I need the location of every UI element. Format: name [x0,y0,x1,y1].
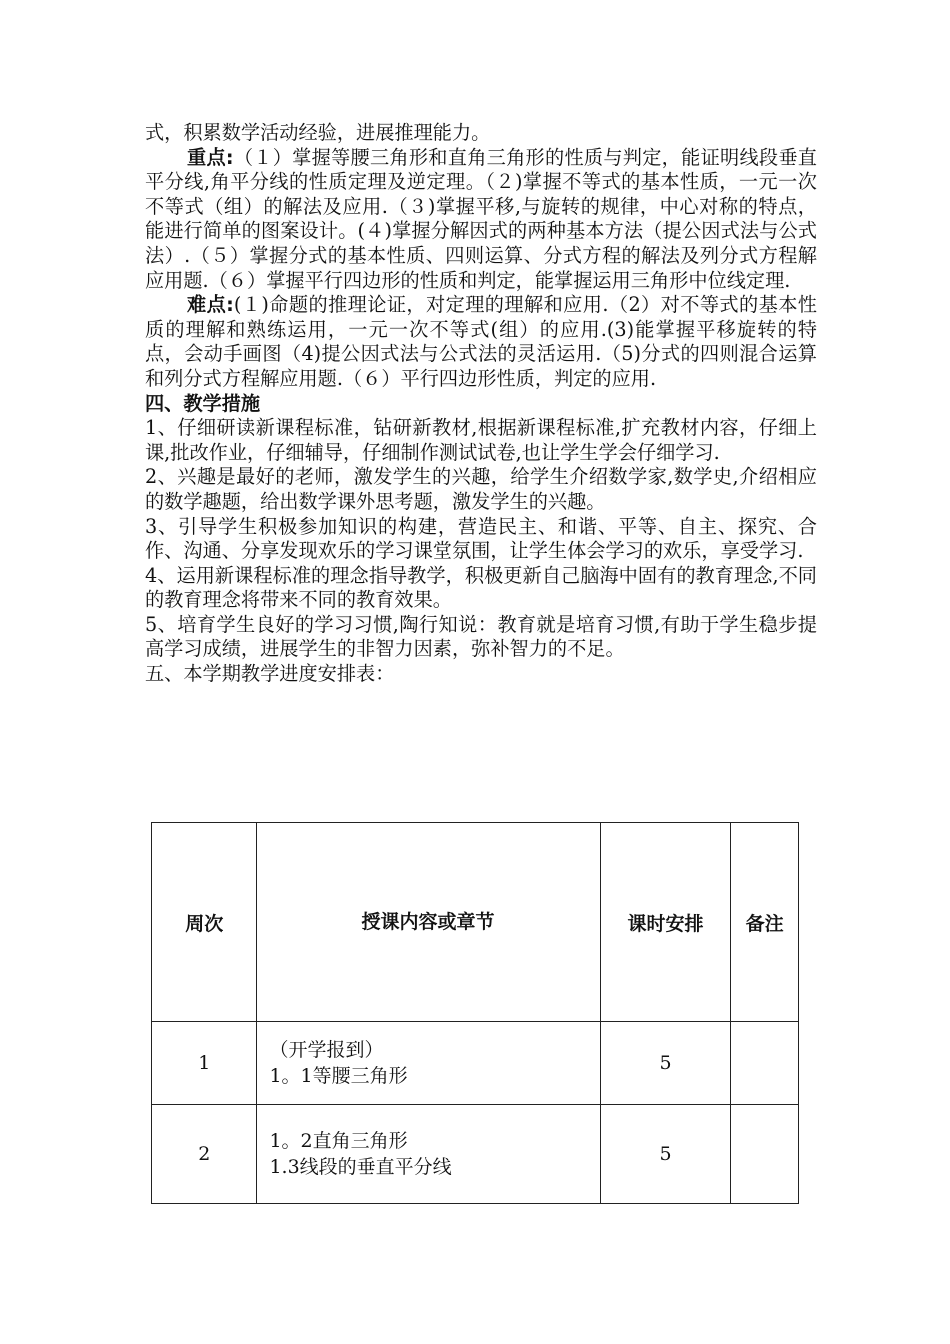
notes-cell [731,1022,799,1105]
header-hours: 课时安排 [600,823,731,1022]
difficult-points-text: (１)命题的推理论证，对定理的理解和应用.（2）对不等式的基本性质的理解和熟练运用，一元一次不等式(组）的应用.(3)能掌握平移旋转的特点，会动手画图（4)提公因式法与公式法的灵活运用.（5)分式的四则混合运算和列分式方程解应用题.（６）平行四边形性质，判定的应用. [145,293,817,390]
content-line: 1。1等腰三角形 [269,1065,408,1087]
intro-paragraph-tail: 式，积累数学活动经验，进展推理能力。 [145,121,491,144]
hours-cell: 5 [600,1105,731,1204]
difficult-points-label: 难点: [187,293,234,317]
header-notes: 备注 [731,823,799,1022]
measure-item: 2、兴趣是最好的老师，激发学生的兴趣，给学生介绍数学家,数学史,介绍相应的数学趣题，给出数学课外思考题，激发学生的兴趣。 [145,465,817,513]
notes-cell [731,1105,799,1204]
key-points-label: 重点: [187,145,234,169]
measure-item: 5、培育学生良好的学习习惯,陶行知说：教育就是培育习惯,有助于学生稳步提高学习成绩，进展学生的非智力因素，弥补智力的不足。 [145,612,817,661]
section-5-heading: 五、本学期教学进度安排表： [145,662,395,686]
difficult-points-paragraph [145,293,817,391]
measure-item: 4、运用新课程标准的理念指导教学，积极更新自己脑海中固有的教育理念,不同的教育理念将带来不同的教育效果。 [145,563,817,612]
schedule-table [151,822,799,1204]
week-cell: 1 [152,1022,257,1105]
hours-cell: 5 [600,1022,731,1105]
content-line: 1。2直角三角形 [269,1130,408,1152]
content-line: 1.3线段的垂直平分线 [269,1156,452,1178]
key-points-text: （１）掌握等腰三角形和直角三角形的性质与判定，能证明线段垂直平分线,角平分线的性质定理及逆定理。（２)掌握不等式的基本性质，一元一次不等式（组）的解法及应用.（３)掌握平移,与旋转的规律，中心对称的特点，能进行简单的图案设计。(４)掌握分解因式的两种基本方法（提公因式法与公式法）.（５）掌握分式的基本性质、四则运算、分式方程的解法及列分式方程解应用题.（６）掌握平行四边形的性质和判定，能掌握运用三角形中位线定理. [145,145,817,292]
table-header-row [152,823,799,1022]
measure-item: 1、仔细研读新课程标准，钻研新教材,根据新课程标准,扩充教材内容，仔细上课,批改作业，仔细辅导，仔细制作测试试卷,也让学生学会仔细学习. [145,416,817,464]
header-content: 授课内容或章节 [257,823,600,1022]
week-cell: 2 [152,1105,257,1204]
measure-item: 3、引导学生积极参加知识的构建，营造民主、和谐、平等、自主、探究、合作、沟通、分享发现欢乐的学习课堂氛围，让学生体会学习的欢乐，享受学习. [145,514,817,563]
table-row [152,1022,799,1105]
key-points-paragraph [145,146,817,294]
table-row [152,1105,799,1204]
document-body [145,121,817,687]
section-4-heading: 四、教学措施 [145,391,261,415]
content-cell [257,1022,600,1105]
content-line: （开学报到） [269,1039,384,1061]
content-cell [257,1105,600,1204]
header-week: 周次 [152,823,257,1022]
